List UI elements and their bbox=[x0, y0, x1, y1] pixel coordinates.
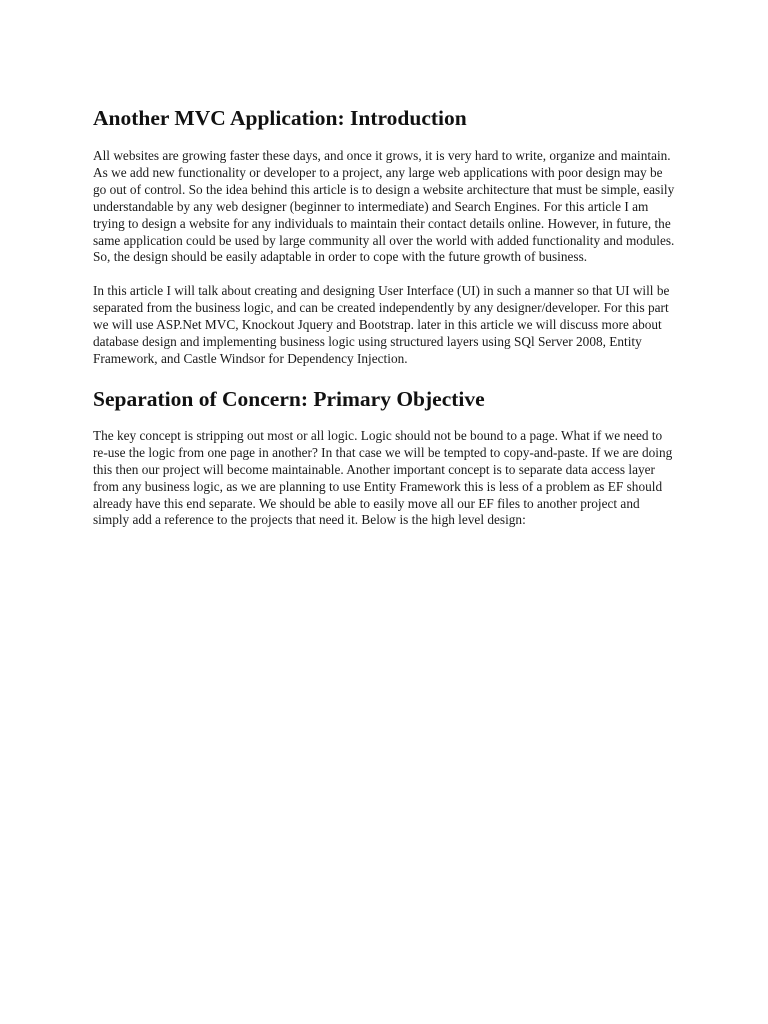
body-paragraph: In this article I will talk about creating and designing User Interface (UI) in such a manner so that UI will be separated from the business logic, and can be created independently by any designer/developer. For this part we will use ASP.Net MVC, Knockout Jquery and Bootstrap. later in this article we will discuss more about database design and implementing business logic using structured layers using SQl Server 2008, Entity Framework, and Castle Windsor for Dependency Injection. bbox=[93, 283, 670, 366]
body-paragraph: All websites are growing faster these days, and once it grows, it is very hard to write, organize and maintain. As we add new functionality or developer to a project, any large web applications with poor design may be go out of control. So the idea behind this article is to design a website architecture that must be simple, easily understandable by any web designer (beginner to intermediate) and Search Engines. For this article I am trying to design a website for any individuals to maintain their contact details online. However, in future, the same application could be used by large community all over the world with added functionality and modules. So, the design should be easily adaptable in order to cope with the future growth of business. bbox=[93, 148, 675, 265]
section-introduction bbox=[93, 104, 677, 368]
section-separation-of-concern bbox=[93, 385, 677, 529]
body-paragraph: The key concept is stripping out most or all logic. Logic should not be bound to a page. What if we need to re-use the logic from one page in another? In that case we will be tempted to copy-and-paste. If we are doing this then our project will become maintainable. Another important concept is to separate data access layer from any business logic, as we are planning to use Entity Framework this is less of a problem as EF should already have this end separate. We should be able to easily move all our EF files to another project and simply add a reference to the projects that need it. Below is the high level design: bbox=[93, 427, 673, 528]
section-heading: Separation of Concern: Primary Objective bbox=[93, 386, 485, 411]
section-heading: Another MVC Application: Introduction bbox=[93, 106, 467, 130]
document-content bbox=[93, 104, 677, 546]
